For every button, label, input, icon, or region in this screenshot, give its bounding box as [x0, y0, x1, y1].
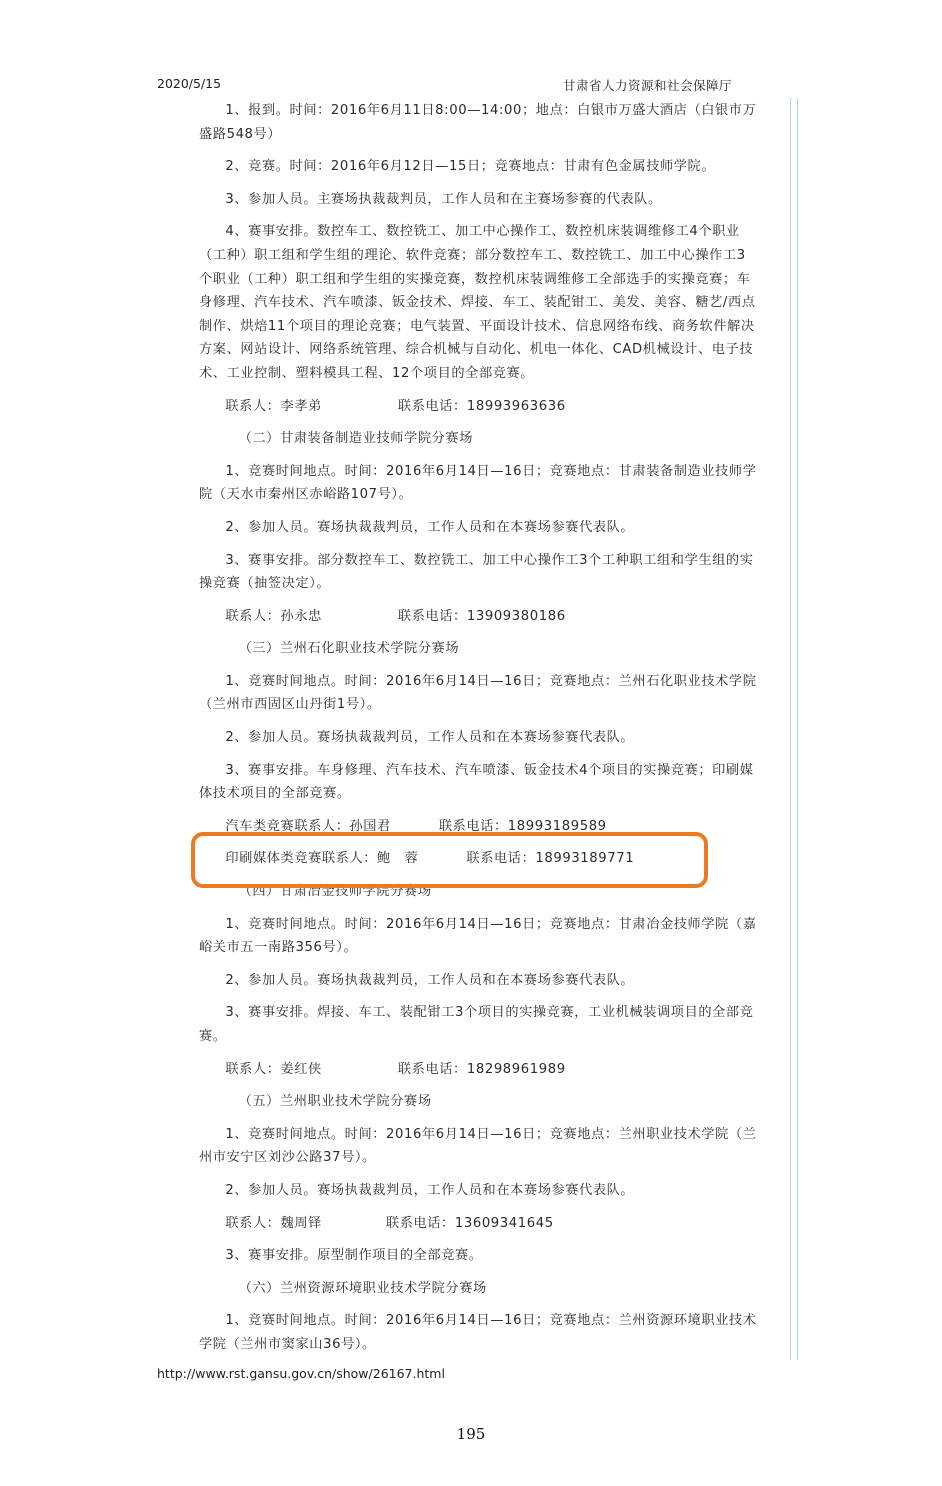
paragraph: 1、竞赛时间地点。时间：2016年6月14日—16日；竞赛地点：甘肃冶金技师学院（嘉峪关市五一南路356号）。 [199, 916, 757, 956]
paragraph: 1、竞赛时间地点。时间：2016年6月14日—16日；竞赛地点：甘肃装备制造业技师学院（天水市秦州区赤峪路107号）。 [199, 463, 757, 503]
paragraph: 1、竞赛时间地点。时间：2016年6月14日—16日；竞赛地点：兰州石化职业技术学院（兰州市西固区山丹街1号）。 [199, 673, 757, 713]
page-border-line [790, 98, 791, 1360]
paragraph: 4、赛事安排。数控车工、数控铣工、加工中心操作工、数控机床装调维修工4个职业（工种）职工组和学生组的理论、软件竞赛；部分数控车工、数控铣工、加工中心操作工3个职业（工种）职工组和学生组的实操竞赛，数控机床装调维修工全部选手的实操竞赛；车身修理、汽车技术、汽车喷漆、钣金技术、焊接、车工、装配钳工、美发、美容、糖艺/西点制作、烘焙11个项目的理论竞赛；电气装置、平面设计技术、信息网络布线、商务软件解决方案、网站设计、网络系统管理、综合机械与自动化、机电一体化、CAD机械设计、电子技术、工业控制、塑料模具工程、12个项目的全部竞赛。 [199, 224, 756, 381]
header-date: 2020/5/15 [157, 76, 222, 91]
contact-phone: 联系电话：18993963636 [397, 398, 566, 414]
source-url[interactable]: http://www.rst.gansu.gov.cn/show/26167.html [157, 1366, 445, 1381]
section-heading: （三）兰州石化职业技术学院分赛场 [238, 641, 460, 657]
paragraph: 2、参加人员。赛场执裁裁判员，工作人员和在本赛场参赛代表队。 [225, 972, 635, 988]
paragraph: 2、参加人员。赛场执裁裁判员，工作人员和在本赛场参赛代表队。 [225, 730, 635, 746]
article-body [199, 99, 759, 1366]
paragraph: 1、报到。时间：2016年6月11日8:00—14:00；地点：白银市万盛大酒店（白银市万盛路548号） [199, 103, 757, 142]
paragraph: 2、参加人员。赛场执裁裁判员，工作人员和在本赛场参赛代表队。 [225, 1182, 635, 1198]
contact-line [225, 1058, 759, 1082]
section-heading: （四）甘肃冶金技师学院分赛场 [238, 884, 432, 900]
section-heading: （六）兰州资源环境职业技术学院分赛场 [238, 1280, 487, 1296]
contact-phone: 联系电话：18993189589 [438, 818, 607, 834]
contact-line [225, 395, 759, 419]
page-number: 195 [456, 1425, 486, 1443]
paragraph: 2、竞赛。时间：2016年6月12日—15日；竞赛地点：甘肃有色金属技师学院。 [225, 159, 716, 175]
paragraph: 3、赛事安排。原型制作项目的全部竞赛。 [225, 1248, 483, 1264]
paragraph: 1、竞赛时间地点。时间：2016年6月14日—16日；竞赛地点：兰州资源环境职业技术学院（兰州市窦家山36号）。 [199, 1313, 757, 1352]
contact-line [225, 1212, 759, 1236]
contact-line [225, 605, 759, 629]
paragraph: 3、赛事安排。车身修理、汽车技术、汽车喷漆、钣金技术4个项目的实操竞赛；印刷媒体技术项目的全部竞赛。 [199, 762, 754, 802]
contact-name: 联系人：李孝弟 [225, 398, 322, 414]
paragraph: 3、赛事安排。焊接、车工、装配钳工3个项目的实操竞赛，工业机械装调项目的全部竞赛。 [199, 1005, 754, 1044]
contact-phone: 联系电话：18298961989 [397, 1061, 566, 1077]
page-border-line [797, 98, 798, 1360]
contact-name: 印刷媒体类竞赛联系人：鲍 蓉 [225, 851, 419, 867]
header-site-name: 甘肃省人力资源和社会保障厅 [563, 78, 733, 93]
paragraph: 1、竞赛时间地点。时间：2016年6月14日—16日；竞赛地点：兰州职业技术学院（兰州市安宁区刘沙公路37号）。 [199, 1126, 757, 1166]
contact-phone: 联系电话：13909380186 [397, 608, 566, 624]
section-heading: （五）兰州职业技术学院分赛场 [238, 1094, 432, 1110]
contact-name: 汽车类竞赛联系人：孙国君 [225, 818, 391, 834]
paragraph: 3、赛事安排。部分数控车工、数控铣工、加工中心操作工3个工种职工组和学生组的实操竞赛（抽签决定）。 [199, 552, 754, 592]
highlight-box [191, 832, 708, 888]
paragraph: 2、参加人员。赛场执裁裁判员，工作人员和在本赛场参赛代表队。 [225, 519, 635, 535]
section-heading: （二）甘肃装备制造业技师学院分赛场 [238, 431, 473, 447]
paragraph: 3、参加人员。主赛场执裁裁判员，工作人员和在主赛场参赛的代表队。 [225, 191, 662, 207]
contact-name: 联系人：魏周铎 [225, 1215, 322, 1231]
contact-name: 联系人：孙永忠 [225, 608, 322, 624]
contact-phone: 联系电话：13609341645 [385, 1215, 554, 1231]
contact-phone: 联系电话：18993189771 [466, 851, 635, 867]
contact-name: 联系人：姜红侠 [225, 1061, 322, 1077]
